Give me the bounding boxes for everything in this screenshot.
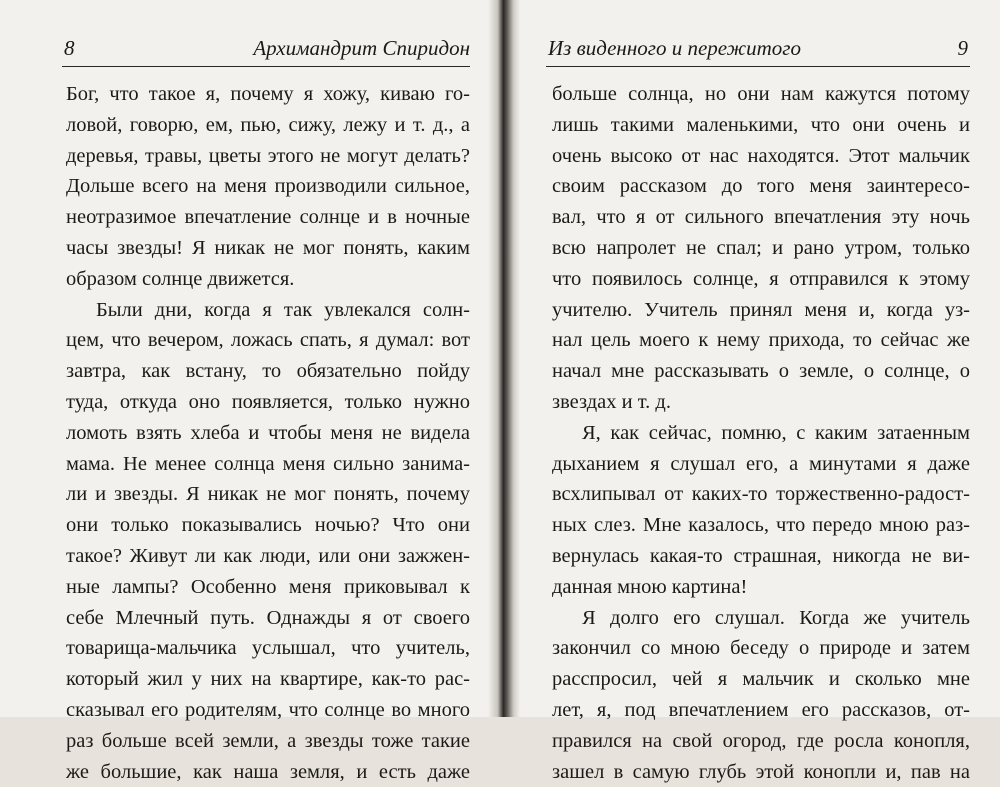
text-line: товарища-мальчика услышал, что учитель,: [66, 637, 470, 660]
text-line: дыханием я слушал его, а минутами я даже: [552, 452, 970, 475]
body-text: [66, 79, 470, 787]
text-line: данная мною картина!: [552, 575, 748, 598]
page-number: 9: [957, 36, 968, 60]
text-line: раз больше всей земли, а звезды тоже такие: [66, 729, 470, 752]
running-head: [546, 34, 970, 67]
text-line: Я долго его слушал. Когда же учитель: [582, 606, 970, 629]
text-line: что появилось солнце, я отправился к этому: [552, 267, 970, 290]
body-text: [552, 79, 970, 787]
text-line: же большие, как наша земля, и есть даже: [66, 760, 470, 783]
text-line: такое? Живут ли как люди, или они зажжен-: [66, 544, 470, 567]
text-line: Дольше всего на меня производили сильное,: [66, 175, 470, 198]
text-line: деревья, травы, цветы этого не могут делать?: [66, 144, 470, 167]
text-line: вернулась какая-то страшная, никогда не ви-: [552, 544, 970, 567]
text-line: Бог, что такое я, почему я хожу, киваю го-: [66, 83, 470, 105]
text-line: вал, что я от сильного впечатления эту ночь: [552, 206, 970, 229]
left-page: [0, 0, 496, 783]
text-line: себе Млечный путь. Однажды я от своего: [66, 606, 470, 629]
text-line: завтра, как встану, то обязательно пойду: [66, 360, 470, 383]
text-line: звездах и т. д.: [552, 390, 671, 413]
text-line: всю напролет не спал; и рано утром, только: [552, 236, 970, 259]
text-line: ли и звезды. Я никак не мог понять, почему: [66, 483, 470, 506]
text-line: мама. Не менее солнца меня сильно занима-: [66, 452, 470, 475]
text-line: ных слез. Мне казалось, что передо мною раз-: [552, 514, 970, 537]
text-line: сказывал его родителям, что солнце во много: [66, 698, 470, 721]
text-line: цем, что вечером, ложась спать, я думал: вот: [66, 329, 470, 352]
text-line: Я, как сейчас, помню, с каким затаенным: [582, 421, 970, 444]
text-line: неотразимое впечатление солнце и в ночные: [66, 206, 470, 229]
running-title: Из виденного и пережитого: [548, 36, 801, 60]
running-title: Архимандрит Спиридон: [253, 36, 470, 60]
text-line: лет, я, под впечатлением его рассказов, от-: [552, 698, 970, 721]
text-line: который жил у них на квартире, как-то рас-: [66, 668, 470, 691]
text-line: очень высоко от нас находятся. Этот мальчик: [552, 144, 970, 167]
text-line: учителю. Учитель принял меня и, когда уз-: [552, 298, 970, 321]
text-line: правился на свой огород, где росла конопля,: [552, 729, 970, 752]
text-line: начал мне рассказывать о земле, о солнце, о: [552, 360, 970, 383]
book-spine-shadow: [488, 0, 520, 717]
text-line: ловой, говорю, ем, пью, сижу, лежу и т. д., а: [66, 113, 470, 136]
text-line: часы звезды! Я никак не мог понять, каким: [66, 236, 470, 259]
right-page: [504, 0, 1000, 783]
text-line: больше солнца, но они нам кажутся потому: [552, 83, 970, 105]
text-line: они только показывались ночью? Что они: [66, 514, 470, 537]
text-line: ломоть взять хлеба и чтобы меня не видела: [66, 421, 470, 444]
text-line: ные лампы? Особенно меня приковывал к: [66, 575, 470, 598]
text-line: зашел в самую глубь этой конопли и, пав на: [552, 760, 970, 783]
running-head: [62, 34, 470, 67]
text-line: расспросил, чей я мальчик и сколько мне: [552, 668, 970, 691]
text-line: туда, откуда оно появляется, только нужно: [66, 390, 470, 413]
text-line: своим рассказом до того меня заинтересо-: [552, 175, 970, 198]
page-number: 8: [64, 36, 75, 60]
text-line: лишь такими маленькими, что они очень и: [552, 113, 970, 136]
text-line: закончил со мною беседу о природе и затем: [552, 637, 970, 660]
text-line: образом солнце движется.: [66, 267, 295, 290]
text-line: Были дни, когда я так увлекался солн-: [96, 298, 470, 321]
text-line: всхлипывал от каких-то торжественно-радост-: [552, 483, 970, 506]
text-line: нал цель моего к нему прихода, то сейчас же: [552, 329, 970, 352]
